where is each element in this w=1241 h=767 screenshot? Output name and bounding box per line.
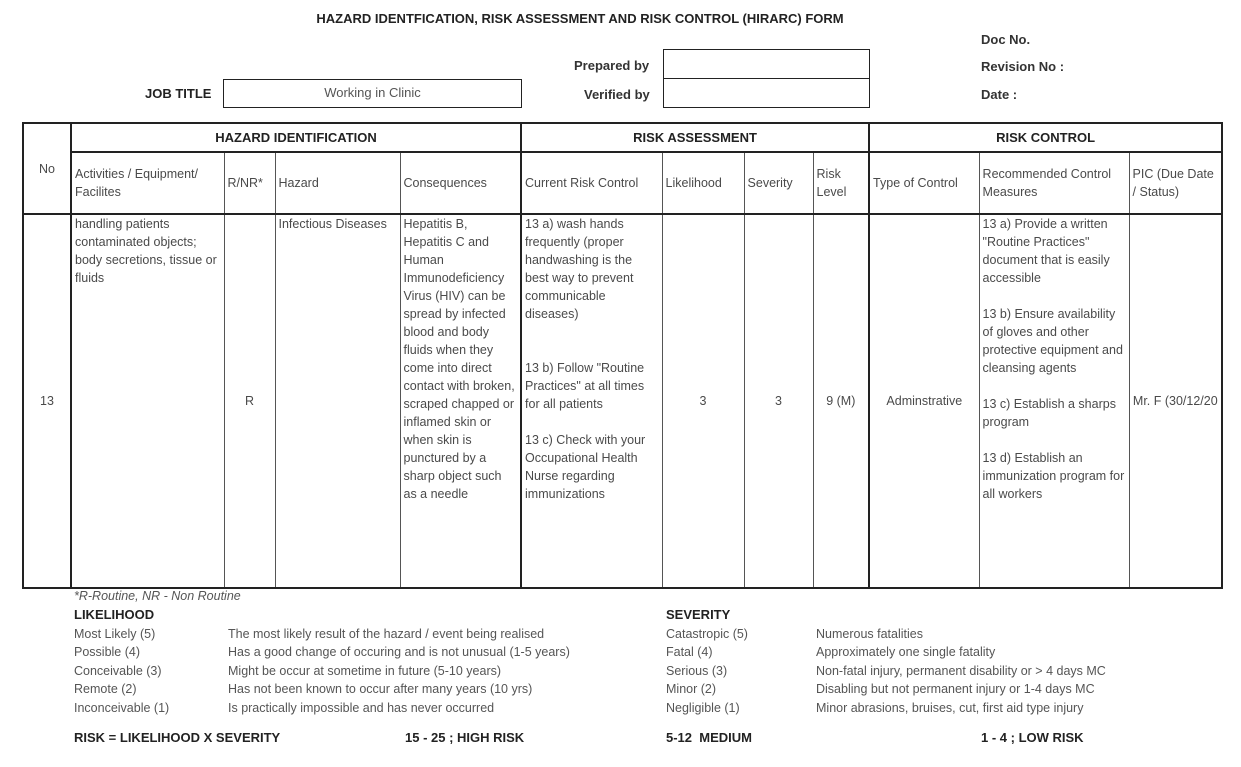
row-pic: Mr. F (30/12/20 <box>1129 214 1222 588</box>
risk-high: 15 - 25 ; HIGH RISK <box>405 730 525 745</box>
severity-item <box>666 643 1106 662</box>
recommended-measure-c: 13 c) Establish a sharps program <box>982 397 1116 429</box>
row-likelihood: 3 <box>662 214 744 588</box>
row-no: 13 <box>23 214 71 588</box>
likelihood-item <box>74 662 570 681</box>
col-header-recommended-measures: Recommended Control Measures <box>979 152 1129 214</box>
severity-description: Minor abrasions, bruises, cut, first aid type injury <box>816 700 1084 715</box>
current-control-b: 13 b) Follow "Routine Practices" at all times for all patients <box>525 361 645 411</box>
likelihood-description: Is practically impossible and has never occurred <box>228 700 495 715</box>
col-header-pic: PIC (Due Date / Status) <box>1129 152 1222 214</box>
col-header-activities: Activities / Equipment/ Facilites <box>71 152 224 214</box>
risk-low: 1 - 4 ; LOW RISK <box>981 730 1084 745</box>
job-title-label: JOB TITLE <box>145 86 212 101</box>
severity-item <box>666 625 1106 644</box>
col-header-hazard: Hazard <box>275 152 400 214</box>
likelihood-description: Might be occur at sometime in future (5-10 years) <box>228 663 502 678</box>
row-severity: 3 <box>744 214 813 588</box>
severity-level: Catastropic (5) <box>666 626 748 641</box>
col-header-severity: Severity <box>744 152 813 214</box>
severity-item <box>666 680 1106 699</box>
likelihood-heading: LIKELIHOOD <box>74 607 155 622</box>
likelihood-level: Most Likely (5) <box>74 626 156 641</box>
severity-description: Non-fatal injury, permanent disability or > 4 days MC <box>816 663 1106 678</box>
hirarc-table <box>22 122 1223 589</box>
verified-by-field[interactable] <box>663 78 870 108</box>
row-rnr: R <box>224 214 275 588</box>
severity-description: Disabling but not permanent injury or 1-4 days MC <box>816 682 1095 696</box>
row-risk-level: 9 (M) <box>813 214 869 588</box>
likelihood-description: The most likely result of the hazard / event being realised <box>228 626 545 641</box>
likelihood-level: Remote (2) <box>74 682 137 696</box>
row-type-of-control: Adminstrative <box>869 214 979 588</box>
likelihood-description: Has not been known to occur after many years (10 yrs) <box>228 682 533 696</box>
prepared-by-field[interactable] <box>663 49 870 79</box>
severity-description: Numerous fatalities <box>816 626 923 641</box>
col-header-likelihood: Likelihood <box>662 152 744 214</box>
severity-level: Serious (3) <box>666 663 728 678</box>
doc-no-label: Doc No. <box>981 32 1031 47</box>
current-control-c: 13 c) Check with your Occupational Health Nurse regarding immunizations <box>525 433 646 501</box>
risk-medium: 5-12 MEDIUM <box>666 730 752 745</box>
row-consequences: Hepatitis B, Hepatitis C and Human Immunodeficiency Virus (HIV) can be spread by infected blood and body fluids when they come into direct contact with broken, scraped chapped or inflamed skin or when skin is punctured by a sharp object such as a needle <box>400 214 521 588</box>
table-row <box>23 214 1222 588</box>
group-hazard-identification: HAZARD IDENTIFICATION <box>71 123 521 152</box>
likelihood-item <box>74 699 570 718</box>
risk-formula: RISK = LIKELIHOOD X SEVERITY <box>74 730 281 745</box>
date-label: Date : <box>981 87 1018 102</box>
likelihood-level: Conceivable (3) <box>74 663 162 678</box>
row-recommended-measures <box>979 214 1129 588</box>
revision-no-label: Revision No : <box>981 59 1065 74</box>
severity-level: Minor (2) <box>666 682 717 696</box>
likelihood-item <box>74 680 570 699</box>
recommended-measure-b: 13 b) Ensure availability of gloves and other protective equipment and cleansing agents <box>982 307 1123 375</box>
severity-heading: SEVERITY <box>666 607 731 622</box>
severity-description: Approximately one single fatality <box>816 645 996 659</box>
recommended-measure-d: 13 d) Establish an immunization program for all workers <box>982 451 1125 501</box>
col-header-current-risk-control: Current Risk Control <box>521 152 662 214</box>
verified-by-label: Verified by <box>584 87 650 102</box>
row-current-risk-control <box>521 214 662 588</box>
group-risk-assessment: RISK ASSESSMENT <box>521 123 869 152</box>
severity-item <box>666 699 1106 718</box>
col-header-rnr: R/NR* <box>224 152 275 214</box>
recommended-measure-a: 13 a) Provide a written "Routine Practices" document that is easily accessible <box>982 217 1110 285</box>
form-title: HAZARD IDENTFICATION, RISK ASSESSMENT AND RISK CONTROL (HIRARC) FORM <box>316 11 844 26</box>
severity-legend <box>666 606 1106 717</box>
col-header-type-of-control: Type of Control <box>869 152 979 214</box>
likelihood-item <box>74 625 570 644</box>
likelihood-item <box>74 643 570 662</box>
current-control-a: 13 a) wash hands frequently (proper handwashing is the best way to prevent communicable diseases) <box>525 217 634 321</box>
likelihood-level: Inconceivable (1) <box>74 700 170 715</box>
row-hazard: Infectious Diseases <box>275 214 400 588</box>
severity-level: Fatal (4) <box>666 645 713 659</box>
col-header-no: No <box>23 123 71 214</box>
group-risk-control: RISK CONTROL <box>869 123 1222 152</box>
severity-level: Negligible (1) <box>666 700 740 715</box>
prepared-by-label: Prepared by <box>574 58 650 73</box>
row-activities: handling patients contaminated objects; body secretions, tissue or fluids <box>71 214 224 588</box>
rnr-footnote: *R-Routine, NR - Non Routine <box>74 589 241 603</box>
likelihood-level: Possible (4) <box>74 645 140 659</box>
likelihood-description: Has a good change of occuring and is not unusual (1-5 years) <box>228 645 570 659</box>
likelihood-legend <box>74 606 570 717</box>
severity-item <box>666 662 1106 681</box>
job-title-field[interactable]: Working in Clinic <box>223 79 522 108</box>
col-header-consequences: Consequences <box>400 152 521 214</box>
col-header-risk-level: Risk Level <box>813 152 869 214</box>
